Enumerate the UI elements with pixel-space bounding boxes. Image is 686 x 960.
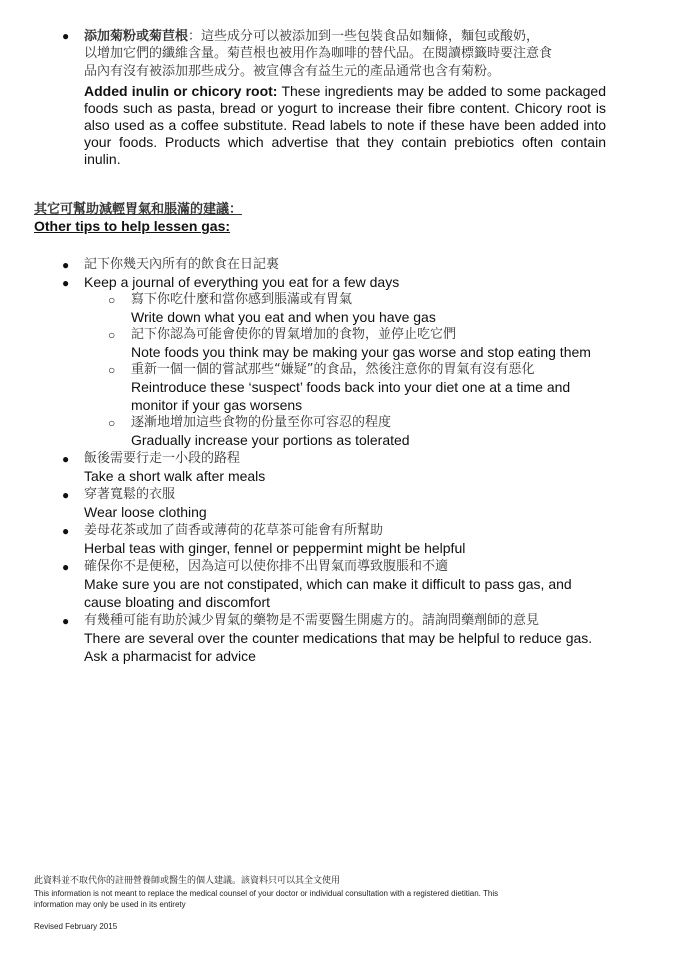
footer-revised-date: Revised February 2015 [34,922,118,931]
footer-disclaimer-en-2: information may only be used in its entirety [34,900,186,909]
tip-reintroduce-en: Reintroduce these ‘suspect’ foods back into your diet one at a time and [131,379,571,395]
bullet-circle: ○ [108,416,116,430]
inulin-en-paragraph [84,83,606,168]
tip-teas-en: Herbal teas with ginger, fennel or peppermint might be helpful [84,540,466,556]
bullet-disc: ● [62,29,70,43]
tip-portions-cn: 逐漸地增加這些食物的份量至你可容忍的程度 [131,415,392,430]
tip-reintroduce-en-2: monitor if your gas worsens [131,397,303,413]
tip-journal-cn: 記下你幾天內所有的飲食在日記裏 [84,257,280,272]
tip-walk-cn: 飯後需要行走一小段的路程 [84,451,241,466]
bullet-disc: ● [62,258,70,272]
tip-constipated-en-2: cause bloating and discomfort [84,594,270,610]
tip-write-down-cn: 寫下你吃什麼和當你感到脹滿或有胃氣 [131,292,353,307]
tip-medications-en: There are several over the counter medications that may be helpful to reduce gas. [84,630,593,646]
bullet-circle: ○ [108,328,116,342]
tip-portions-en: Gradually increase your portions as tolerated [131,432,410,448]
tip-medications-en-2: Ask a pharmacist for advice [84,648,256,664]
tip-clothing-cn: 穿著寬鬆的衣服 [84,487,176,502]
tip-note-foods-cn: 記下你認為可能會使你的胃氣增加的食物，並停止吃它們 [131,327,457,342]
tip-note-foods-en: Note foods you think may be making your gas worse and stop eating them [131,344,591,360]
tip-reintroduce-cn: 重新一個一個的嘗試那些“嫌疑”的食品，然後注意你的胃氣有沒有惡化 [131,362,535,377]
bullet-disc: ● [62,614,70,628]
footer-disclaimer-cn: 此資料並不取代你的註冊營養師或醫生的個人建議。該資料只可以其全文使用 [34,876,341,886]
tip-walk-en: Take a short walk after meals [84,468,266,484]
tips-heading-cn: 其它可幫助減輕胃氣和脹滿的建議： [34,202,243,217]
inulin-body-en: These ingredients may be added to some packaged foods such as pasta, bread or yogurt to increase their fibre content. Chicory root is also used as a coffee substitute. Read labels to note if these have been added into your foods. Products which advertise that they contain prebiotics often contain inulin. [84,83,606,167]
bullet-disc: ● [62,276,70,290]
tip-constipated-cn: 確保你不是便秘，因為這可以使你排不出胃氣而導致腹脹和不適 [84,559,449,574]
bullet-disc: ● [62,488,70,502]
inulin-body-cn-1: ：這些成分可以被添加到一些包裝食品如麵條，麵包或酸奶， [188,29,540,44]
inulin-cn-line-1 [84,27,539,45]
bullet-circle: ○ [108,363,116,377]
tip-journal-en: Keep a journal of everything you eat for a few days [84,274,400,290]
bullet-disc: ● [62,452,70,466]
tip-constipated-en: Make sure you are not constipated, which can make it difficult to pass gas, and [84,576,572,592]
bullet-circle: ○ [108,293,116,307]
tip-medications-cn: 有幾種可能有助於減少胃氣的藥物是不需要醫生開處方的。請詢問藥劑師的意見 [84,613,540,628]
tip-clothing-en: Wear loose clothing [84,504,207,520]
bullet-disc: ● [62,524,70,538]
bullet-disc: ● [62,560,70,574]
inulin-heading-cn: 添加菊粉或菊苣根 [84,29,189,44]
tip-write-down-en: Write down what you eat and when you have gas [131,309,436,325]
inulin-body-cn-2: 以增加它們的纖維含量。菊苣根也被用作為咖啡的替代品。在閱讀標籤時要注意食 [84,46,553,61]
inulin-heading-en: Added inulin or chicory root: [84,83,278,99]
tips-heading-en: Other tips to help lessen gas: [34,218,231,234]
footer-disclaimer-en-1: This information is not meant to replace the medical counsel of your doctor or individual consultation with a registered dietitian. This [34,889,499,898]
tip-teas-cn: 姜母花茶或加了茴香或薄荷的花草茶可能會有所幫助 [84,523,384,538]
inulin-body-cn-3: 品內有沒有被添加那些成分。被宣傳含有益生元的產品通常也含有菊粉。 [84,64,501,79]
